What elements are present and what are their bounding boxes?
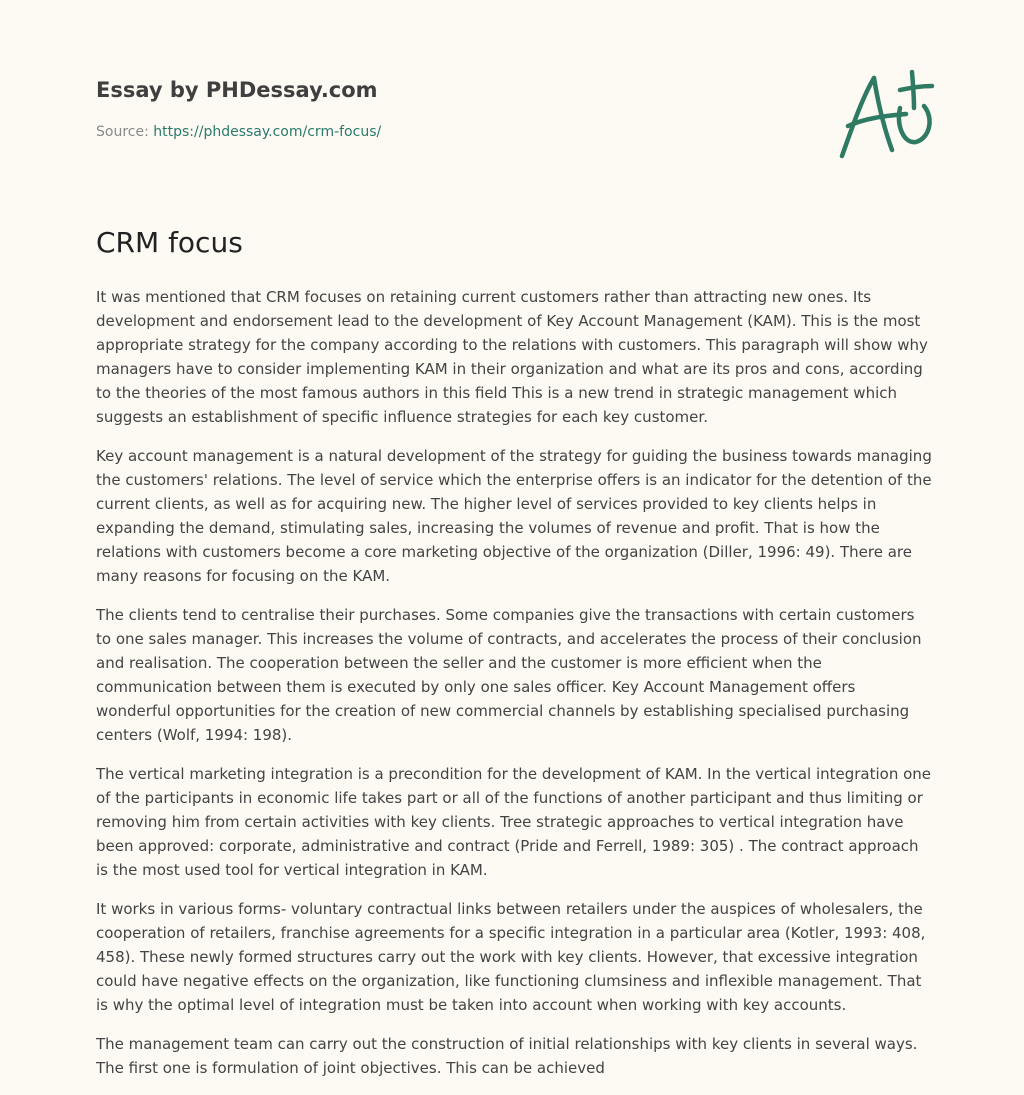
essay-paragraph: Key account management is a natural development of the strategy for guiding the business towards managing the customers' relations. The level of service which the enterprise offers is an indicator for the detention of the current clients, as well as for acquiring new. The higher level of services provided to key clients helps in expanding the demand, stimulating sales, increasing the volumes of revenue and profit. That is how the relations with customers become a core marketing objective of the organization (Diller, 1996: 49). There are many reasons for focusing on the KAM.	[96, 447, 932, 585]
source-line	[96, 124, 381, 140]
source-link[interactable]: https://phdessay.com/crm-focus/	[153, 124, 382, 140]
essay-paragraph: It works in various forms- voluntary contractual links between retailers under the auspices of wholesalers, the cooperation of retailers, franchise agreements for a specific integration in a particular area (Kotler, 1993: 408, 458). These newly formed structures carry out the work with key clients. However, that excessive integration could have negative effects on the organization, like functioning clumsiness and inflexible management. That is why the optimal level of integration must be taken into account when working with key accounts.	[96, 900, 926, 1014]
essay-title: CRM focus	[96, 226, 243, 259]
essay-paragraph: It was mentioned that CRM focuses on retaining current customers rather than attracting new ones. Its development and endorsement lead to the development of Key Account Management (KAM). This is the most appropriate strategy for the company according to the relations with customers. This paragraph will show why managers have to consider implementing KAM in their organization and what are its pros and cons, according to the theories of the most famous authors in this field This is a new trend in strategic management which suggests an establishment of specific influence strategies for each key customer.	[96, 288, 928, 426]
essay-body	[96, 285, 932, 1095]
source-label: Source:	[96, 124, 154, 140]
essay-paragraph: The clients tend to centralise their purchases. Some companies give the transactions with certain customers to one sales manager. This increases the volume of contracts, and accelerates the process of their conclusion and realisation. The cooperation between the seller and the customer is more efficient when the communication between them is executed by only one sales officer. Key Account Management offers wonderful opportunities for the creation of new commercial channels by establishing specialised purchasing centers (Wolf, 1994: 198).	[96, 606, 922, 744]
a-plus-logo-icon	[826, 68, 936, 168]
essay-paragraph: The vertical marketing integration is a precondition for the development of KAM. In the vertical integration one of the participants in economic life takes part or all of the functions of another participant and thus limiting or removing him from certain activities with key clients. Tree strategic approaches to vertical integration have been approved: corporate, administrative and contract (Pride and Ferrell, 1989: 305) . The contract approach is the most used tool for vertical integration in KAM.	[96, 765, 932, 879]
brand-title: Essay by PHDessay.com	[96, 78, 378, 102]
essay-paragraph: The management team can carry out the construction of initial relationships with key clients in several ways. The first one is formulation of joint objectives. This can be achieved	[96, 1035, 918, 1077]
page-header	[96, 72, 936, 182]
